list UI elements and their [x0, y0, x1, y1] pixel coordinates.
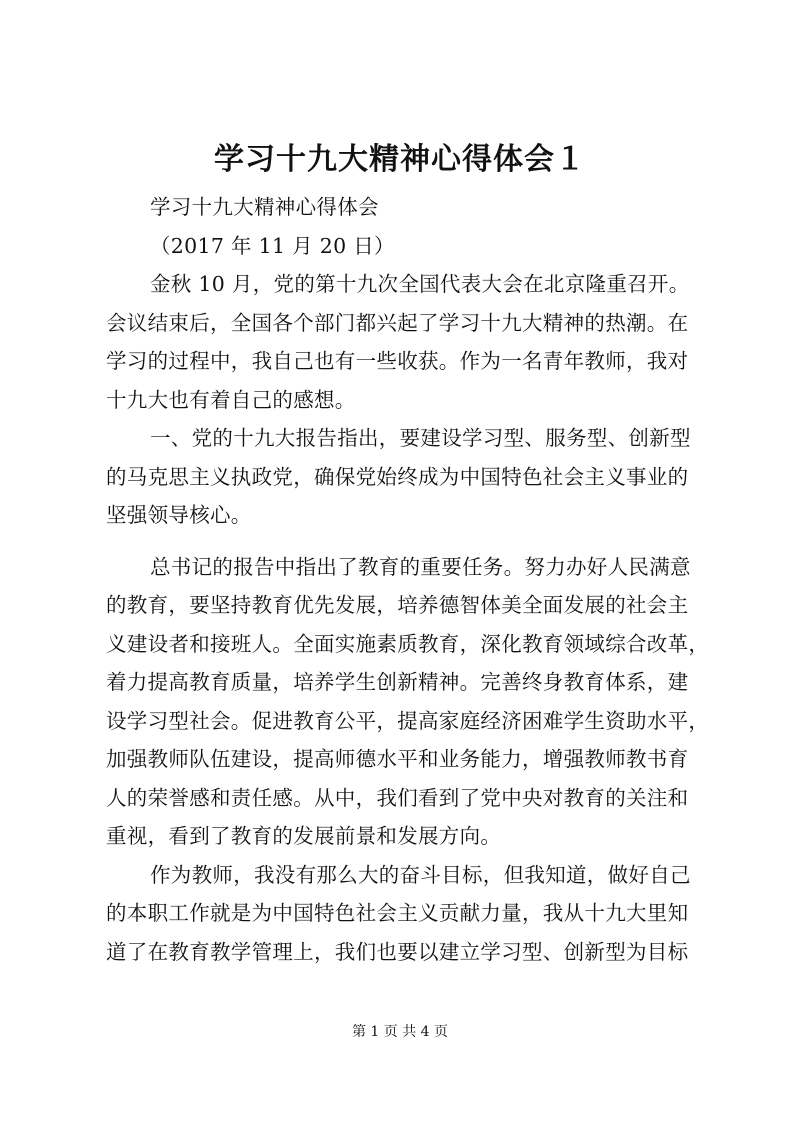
paragraph-line: 学习的过程中，我自己也有一些收获。作为一名青年教师，我对	[106, 349, 689, 373]
paragraph-line: 一、党的十九大报告指出，要建设学习型、服务型、创新型	[150, 426, 691, 450]
paragraph-line: 十九大也有着自己的感想。	[106, 387, 356, 412]
paragraph-line: 总书记的报告中指出了教育的重要任务。努力办好人民满意	[150, 554, 691, 579]
document-title: 学习十九大精神心得体会１	[214, 142, 586, 177]
paragraph-line: 着力提高教育质量，培养学生创新精神。完善终身教育体系，建	[106, 670, 689, 694]
paragraph-line: 设学习型社会。促进教育公平，提高家庭经济困难学生资助水平，	[106, 708, 710, 733]
date-line: （2017 年 11 月 20 日）	[150, 233, 395, 258]
document-body	[106, 188, 710, 971]
paragraph-line: 的教育，要坚持教育优先发展，培养德智体美全面发展的社会主	[106, 593, 689, 617]
paragraph-line: 的本职工作就是为中国特色社会主义贡献力量，我从十九大里知	[106, 901, 689, 925]
paragraph-line: 坚强领导核心。	[106, 503, 252, 527]
paragraph-line: 的马克思主义执政党，确保党始终成为中国特色社会主义事业的	[106, 464, 689, 489]
subtitle-line: 学习十九大精神心得体会	[150, 195, 379, 219]
page-footer: 第 1 页 共 4 页	[351, 1024, 449, 1040]
paragraph-line: 金秋 10 月，党的第十九次全国代表大会在北京隆重召开。	[150, 272, 690, 296]
paragraph-line: 人的荣誉感和责任感。从中，我们看到了党中央对教育的关注和	[106, 785, 689, 810]
paragraph-line: 道了在教育教学管理上，我们也要以建立学习型、创新型为目标	[106, 939, 689, 964]
paragraph-line: 加强教师队伍建设，提高师德水平和业务能力，增强教师教书育	[106, 747, 689, 771]
paragraph-line: 作为教师，我没有那么大的奋斗目标，但我知道，做好自己	[150, 862, 691, 887]
paragraph-line: 会议结束后，全国各个部门都兴起了学习十九大精神的热潮。在	[106, 310, 689, 335]
paragraph-line: 重视，看到了教育的发展前景和发展方向。	[106, 824, 502, 848]
paragraph-line: 义建设者和接班人。全面实施素质教育，深化教育领域综合改革，	[106, 631, 710, 656]
